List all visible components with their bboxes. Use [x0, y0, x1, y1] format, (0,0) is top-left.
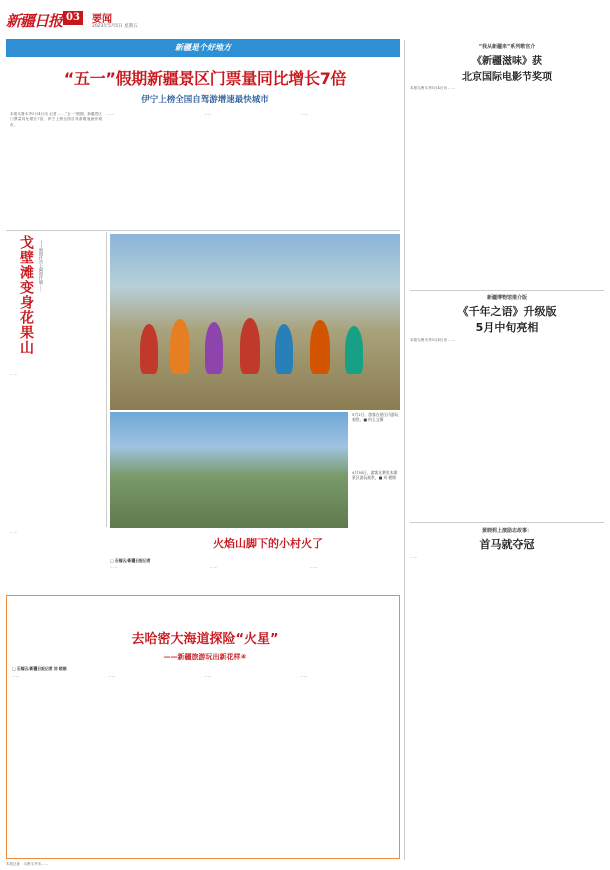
- right-story-3-kicker: 黄晓莉上演励志故事：: [481, 528, 532, 534]
- right-story-1-body: 本报乌鲁木齐5月4日讯 ……: [410, 86, 456, 90]
- divider: [410, 290, 604, 291]
- right-story-3-body: ……: [410, 555, 418, 559]
- right-story-2-body: 本报乌鲁木齐5月4日讯 ……: [410, 338, 456, 342]
- lead-column-2: ……: [107, 112, 115, 116]
- column-divider: [404, 40, 405, 860]
- section-banner: [6, 39, 400, 57]
- issue-date: 2023年5月5日 星期五: [92, 24, 138, 29]
- page-footer: 本报社址：乌鲁木齐市……: [6, 862, 48, 866]
- fire-body-3: ……: [310, 565, 318, 569]
- lead-column-3: ……: [204, 112, 212, 116]
- bottom-body-1: ……: [12, 674, 20, 678]
- bottom-body-3: ……: [204, 674, 212, 678]
- section-banner-label: 新疆是个好地方: [175, 43, 231, 52]
- lead-subhead: 伊宁上榜全国自驾游增速最快城市: [141, 95, 269, 105]
- bottom-subhead: ——新疆旅游玩出新花样④: [163, 653, 247, 661]
- right-series: “我从新疆来”系列歌官介: [478, 44, 536, 50]
- bottom-body-2: ……: [108, 674, 116, 678]
- fire-body-1: ……: [110, 565, 118, 569]
- bottom-body-4: ……: [300, 674, 308, 678]
- fire-village-headline: 火焰山脚下的小村火了: [213, 537, 323, 550]
- photo-caption-1: 5月2日，游客在景区内游玩观赏。■ 何玉文摄: [352, 412, 399, 422]
- right-story-1-title-2: 北京国际电影节奖项: [462, 72, 552, 83]
- divider: [6, 230, 400, 231]
- page-number: 03: [63, 11, 83, 25]
- lead-headline: “五一”假期新疆景区门票量同比增长7倍: [63, 69, 347, 88]
- lead-column-1: 本报乌鲁木齐5月4日讯 记者 ……“五一”假期，新疆景区门票量同比增长7倍，伊宁上榜全国自驾游增速最快城市。: [10, 112, 102, 127]
- feature-body: ……: [10, 372, 18, 376]
- bottom-headline: 去哈密大海道探险“火星”: [131, 632, 279, 647]
- lake-photo: [110, 412, 348, 528]
- bottom-byline: □ 石榴云/新疆日报记者 刘 晓娟: [12, 666, 67, 671]
- photo-caption-2: 4月30日，游客在赛里木湖景区游玩观赏。■ 刘 健摄: [352, 470, 398, 480]
- feature-subtitle: ——阿图什市上阿图什镇……: [39, 240, 44, 292]
- right-story-2-title: 《千年之语》升级版: [457, 305, 557, 318]
- feature-body-cont: ……: [10, 530, 18, 534]
- feature-title: 戈壁滩变身花果山: [18, 235, 34, 355]
- divider: [106, 232, 107, 527]
- divider: [410, 522, 604, 523]
- fire-body-2: ……: [210, 565, 218, 569]
- right-story-3-title: 首马就夺冠: [479, 538, 535, 551]
- section-title: 要闻: [92, 14, 112, 25]
- right-story-1-title: 《新疆滋味》获: [472, 56, 542, 67]
- dancers-photo: [110, 234, 400, 410]
- fire-byline: □ 石榴云/新疆日报记者: [110, 558, 151, 563]
- newspaper-logo: 新疆日报: [6, 12, 63, 30]
- right-story-2-title-2: 5月中旬亮相: [475, 321, 539, 334]
- lead-column-4: ……: [301, 112, 309, 116]
- masthead: [6, 6, 286, 36]
- right-story-2-kicker: 新疆博物馆推介版: [486, 295, 527, 301]
